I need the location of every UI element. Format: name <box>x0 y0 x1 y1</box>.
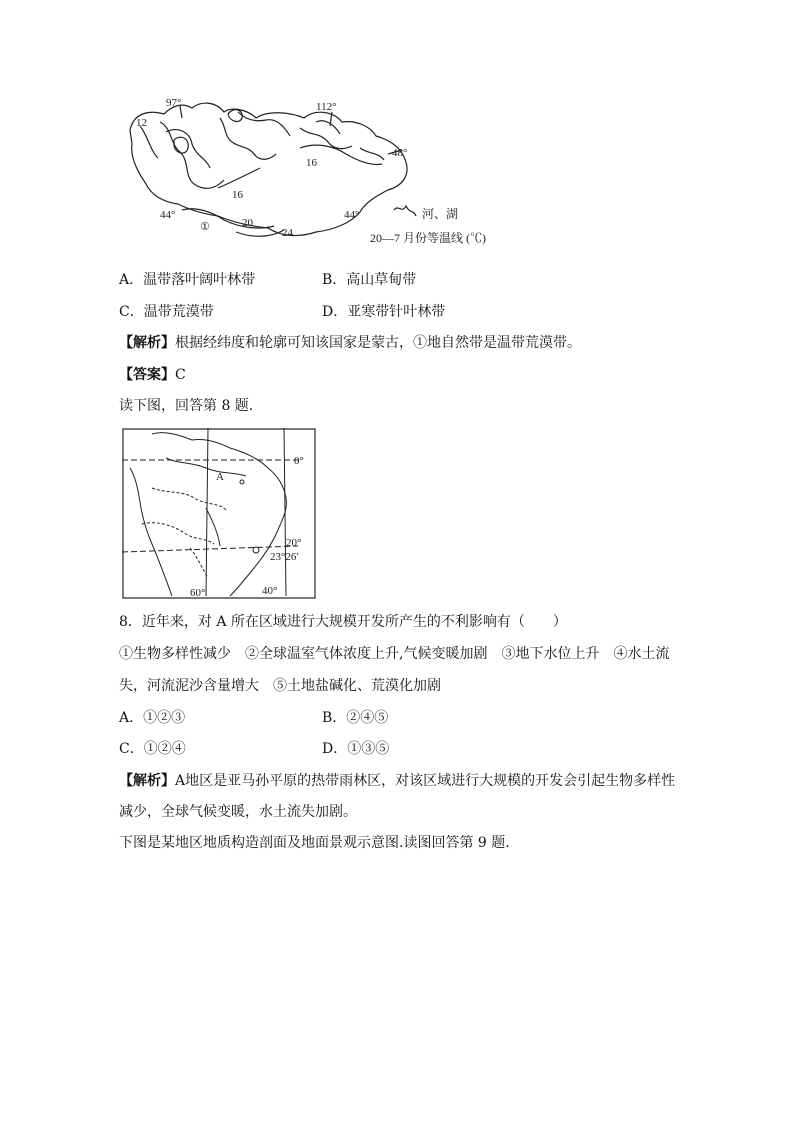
legend-river-lake: 河、湖 <box>422 207 459 221</box>
border <box>152 488 226 510</box>
marker-1: ① <box>200 221 210 233</box>
continent-outline <box>152 433 286 596</box>
meridian-40 <box>284 428 286 596</box>
city-marker <box>253 547 259 553</box>
q7-option-c: C．温带荒漠带 <box>119 304 214 320</box>
label-isotherm-24: 24 <box>282 227 293 239</box>
label-lat-48: 48° <box>392 147 408 159</box>
q7-option-a: A．温带落叶阔叶林带 <box>119 272 256 288</box>
q8-items-line1: ①生物多样性减少 ②全球温室气体浓度上升,气候变暖加剧 ③地下水位上升 ④水土流 <box>119 646 670 662</box>
river-line <box>316 121 340 134</box>
border <box>190 548 208 578</box>
continent-west-coast <box>130 468 172 596</box>
q8-option-a: A．①②③ <box>119 710 186 726</box>
label-lon-112: 112° <box>316 101 337 113</box>
city-marker <box>240 480 244 484</box>
lake-shape <box>228 110 242 122</box>
river <box>206 508 220 546</box>
mongolia-isotherm-map <box>120 92 510 252</box>
q9-intro: 下图是某地区地质构造剖面及地面景观示意图.读图回答第 9 题. <box>119 835 510 851</box>
q8-items-line2: 失，河流泥沙含量增大 ⑤土地盐碱化、荒漠化加剧 <box>119 678 441 694</box>
lake-shape <box>174 137 188 153</box>
label-point-a: A <box>216 471 224 483</box>
isotherm-16-mid <box>218 168 260 188</box>
isotherm-12 <box>140 126 158 158</box>
south-america-map <box>122 428 317 600</box>
analysis-tag: 【解析】 <box>119 335 175 351</box>
border <box>142 523 214 544</box>
q8-intro: 读下图，回答第 8 题. <box>119 398 254 414</box>
q8-option-c: C．①②④ <box>119 741 186 757</box>
river-line <box>238 112 290 136</box>
answer-text: C <box>175 367 186 383</box>
label-tropic: 23°26′ <box>270 551 299 563</box>
q7-analysis <box>119 334 581 352</box>
analysis-text: A地区是亚马孙平原的热带雨林区，对该区域进行大规模的开发会引起生物多样性 <box>175 773 676 789</box>
q8-stem: 8．近年来，对 A 所在区域进行大规模开发所产生的不利影响有（ ） <box>119 614 567 630</box>
q7-option-d: D．亚寒带针叶林带 <box>322 304 446 320</box>
label-lat-44-left: 44° <box>160 209 176 221</box>
q8-option-b: B．②④⑤ <box>322 710 389 726</box>
analysis-tag: 【解析】 <box>119 773 175 789</box>
river-line <box>160 122 224 188</box>
q8-analysis-line2: 减少，全球气候变暖，水土流失加剧。 <box>119 804 357 820</box>
q8-option-d: D．①③⑤ <box>322 741 390 757</box>
legend-river-symbol <box>394 206 416 216</box>
label-isotherm-20: 20 <box>242 217 253 229</box>
answer-tag: 【答案】 <box>119 367 175 383</box>
label-lat-44-right: 44° <box>344 209 360 221</box>
river-line <box>360 148 384 160</box>
river-line <box>220 118 276 159</box>
isotherm-24 <box>236 230 284 236</box>
river <box>166 458 246 476</box>
legend-isotherm: 20—7 月份等温线 (℃) <box>370 231 486 245</box>
q7-answer <box>119 366 186 384</box>
analysis-text: 根据经纬度和轮廓可知该国家是蒙古，①地自然带是温带荒漠带。 <box>175 335 581 351</box>
label-lon-60: 60° <box>190 587 206 599</box>
label-lat-0: 0° <box>294 455 304 467</box>
label-isotherm-12: 12 <box>136 117 147 129</box>
label-isotherm-16-mid: 16 <box>232 189 243 201</box>
label-lon-97: 97° <box>166 97 182 109</box>
label-lon-40: 40° <box>262 585 278 597</box>
label-lat-20: 20° <box>286 537 302 549</box>
label-isotherm-16-east: 16 <box>306 157 317 169</box>
q8-analysis-line1 <box>119 772 675 790</box>
q7-option-b: B．高山草甸带 <box>322 272 417 288</box>
